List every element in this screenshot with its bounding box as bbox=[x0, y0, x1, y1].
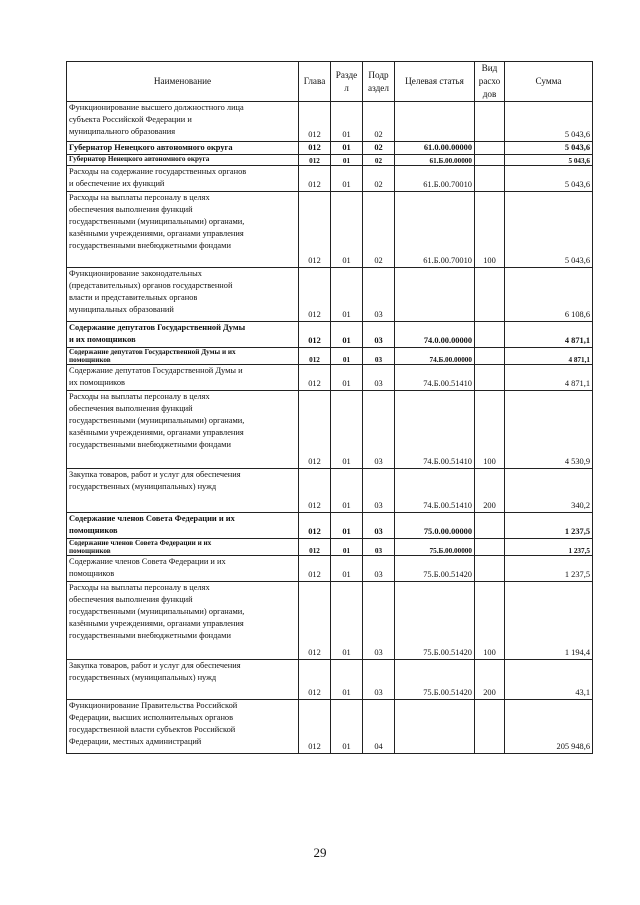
row-chapter-cell: 012 bbox=[299, 582, 331, 660]
row-section-cell: 01 bbox=[331, 142, 363, 155]
row-sum-cell: 340,2 bbox=[505, 469, 593, 513]
row-expense-type-cell bbox=[475, 348, 505, 365]
table-row bbox=[67, 268, 593, 322]
row-expense-type-cell bbox=[475, 513, 505, 539]
row-subsection-cell: 03 bbox=[363, 469, 395, 513]
table-row bbox=[67, 348, 593, 365]
row-subsection-cell: 03 bbox=[363, 322, 395, 348]
row-name-cell: Функционирование высшего должностного лица субъекта Российской Федерации и муниципального образования bbox=[67, 102, 299, 142]
table-row bbox=[67, 469, 593, 513]
row-subsection-cell: 02 bbox=[363, 142, 395, 155]
row-chapter-cell: 012 bbox=[299, 322, 331, 348]
row-expense-type-cell bbox=[475, 322, 505, 348]
row-section-cell: 01 bbox=[331, 513, 363, 539]
row-name-cell: Функционирование законодательных (представительных) органов государственной власти и представительных органов муниципальных образований bbox=[67, 268, 299, 322]
table-row bbox=[67, 192, 593, 268]
row-sum-cell: 205 948,6 bbox=[505, 700, 593, 754]
header-expense-type: Вид расхо дов bbox=[475, 62, 505, 102]
row-sum-cell: 4 871,1 bbox=[505, 348, 593, 365]
row-sum-cell: 1 237,5 bbox=[505, 513, 593, 539]
header-subsection: Подр аздел bbox=[363, 62, 395, 102]
row-sum-cell: 5 043,6 bbox=[505, 155, 593, 166]
row-name-cell: Губернатор Ненецкого автономного округа bbox=[67, 142, 299, 155]
row-subsection-cell: 02 bbox=[363, 166, 395, 192]
row-name-cell: Содержание депутатов Государственной Думы и их помощников bbox=[67, 365, 299, 391]
row-name-cell: Расходы на выплаты персоналу в целях обеспечения выполнения функций государственными (муниципальными) органами, казёнными учреждениями, органами управления государственными внебюджетными фондами bbox=[67, 391, 299, 469]
row-chapter-cell: 012 bbox=[299, 513, 331, 539]
row-target-cell bbox=[395, 102, 475, 142]
row-subsection-cell: 03 bbox=[363, 348, 395, 365]
row-subsection-cell: 03 bbox=[363, 513, 395, 539]
row-chapter-cell: 012 bbox=[299, 268, 331, 322]
row-name-cell: Расходы на выплаты персоналу в целях обеспечения выполнения функций государственными (муниципальными) органами, казёнными учреждениями, органами управления государственными внебюджетными фондами bbox=[67, 582, 299, 660]
row-section-cell: 01 bbox=[331, 365, 363, 391]
row-target-cell: 61.Б.00.70010 bbox=[395, 166, 475, 192]
row-target-cell: 74.Б.00.51410 bbox=[395, 391, 475, 469]
row-sum-cell: 6 108,6 bbox=[505, 268, 593, 322]
table-row bbox=[67, 539, 593, 556]
row-target-cell: 74.0.00.00000 bbox=[395, 322, 475, 348]
row-section-cell: 01 bbox=[331, 192, 363, 268]
table-row bbox=[67, 513, 593, 539]
row-target-cell: 61.Б.00.70010 bbox=[395, 192, 475, 268]
row-expense-type-cell: 100 bbox=[475, 582, 505, 660]
row-sum-cell: 5 043,6 bbox=[505, 192, 593, 268]
row-subsection-cell: 04 bbox=[363, 700, 395, 754]
header-chapter: Глава bbox=[299, 62, 331, 102]
row-chapter-cell: 012 bbox=[299, 700, 331, 754]
row-sum-cell: 4 871,1 bbox=[505, 365, 593, 391]
row-target-cell: 75.Б.00.51420 bbox=[395, 582, 475, 660]
row-section-cell: 01 bbox=[331, 102, 363, 142]
row-subsection-cell: 02 bbox=[363, 192, 395, 268]
row-name-cell: Закупка товаров, работ и услуг для обеспечения государственных (муниципальных) нужд bbox=[67, 660, 299, 700]
row-chapter-cell: 012 bbox=[299, 155, 331, 166]
row-expense-type-cell: 100 bbox=[475, 192, 505, 268]
row-target-cell: 74.Б.00.51410 bbox=[395, 469, 475, 513]
row-section-cell: 01 bbox=[331, 582, 363, 660]
table-row bbox=[67, 142, 593, 155]
row-chapter-cell: 012 bbox=[299, 391, 331, 469]
row-chapter-cell: 012 bbox=[299, 660, 331, 700]
row-section-cell: 01 bbox=[331, 166, 363, 192]
row-sum-cell: 4 530,9 bbox=[505, 391, 593, 469]
row-subsection-cell: 03 bbox=[363, 660, 395, 700]
row-name-cell: Содержание депутатов Государственной Думы и их помощников bbox=[67, 322, 299, 348]
row-chapter-cell: 012 bbox=[299, 556, 331, 582]
row-section-cell: 01 bbox=[331, 539, 363, 556]
row-subsection-cell: 03 bbox=[363, 556, 395, 582]
row-expense-type-cell bbox=[475, 268, 505, 322]
row-target-cell: 75.Б.00.00000 bbox=[395, 539, 475, 556]
row-name-cell: Губернатор Ненецкого автономного округа bbox=[67, 155, 299, 166]
row-subsection-cell: 02 bbox=[363, 102, 395, 142]
row-expense-type-cell bbox=[475, 166, 505, 192]
row-section-cell: 01 bbox=[331, 322, 363, 348]
table-row bbox=[67, 365, 593, 391]
table-row bbox=[67, 556, 593, 582]
row-section-cell: 01 bbox=[331, 268, 363, 322]
table-row bbox=[67, 322, 593, 348]
row-section-cell: 01 bbox=[331, 348, 363, 365]
row-subsection-cell: 03 bbox=[363, 365, 395, 391]
row-chapter-cell: 012 bbox=[299, 142, 331, 155]
row-subsection-cell: 03 bbox=[363, 391, 395, 469]
budget-table bbox=[66, 61, 593, 754]
row-subsection-cell: 03 bbox=[363, 539, 395, 556]
row-sum-cell: 5 043,6 bbox=[505, 102, 593, 142]
row-expense-type-cell bbox=[475, 539, 505, 556]
row-target-cell: 61.0.00.00000 bbox=[395, 142, 475, 155]
row-sum-cell: 1 237,5 bbox=[505, 556, 593, 582]
row-chapter-cell: 012 bbox=[299, 166, 331, 192]
row-expense-type-cell bbox=[475, 142, 505, 155]
row-chapter-cell: 012 bbox=[299, 102, 331, 142]
row-chapter-cell: 012 bbox=[299, 348, 331, 365]
row-name-cell: Содержание членов Совета Федерации и их помощников bbox=[67, 539, 299, 556]
row-section-cell: 01 bbox=[331, 155, 363, 166]
table-row bbox=[67, 391, 593, 469]
row-name-cell: Функционирование Правительства Российской Федерации, высших исполнительных органов государственной власти субъектов Российской Федерации, местных администраций bbox=[67, 700, 299, 754]
header-sum: Сумма bbox=[505, 62, 593, 102]
row-sum-cell: 4 871,1 bbox=[505, 322, 593, 348]
row-target-cell: 75.Б.00.51420 bbox=[395, 556, 475, 582]
table-row bbox=[67, 166, 593, 192]
table-row bbox=[67, 155, 593, 166]
row-target-cell bbox=[395, 268, 475, 322]
row-chapter-cell: 012 bbox=[299, 192, 331, 268]
row-sum-cell: 5 043,6 bbox=[505, 142, 593, 155]
row-expense-type-cell bbox=[475, 102, 505, 142]
row-chapter-cell: 012 bbox=[299, 539, 331, 556]
row-name-cell: Расходы на выплаты персоналу в целях обеспечения выполнения функций государственными (муниципальными) органами, казёнными учреждениями, органами управления государственными внебюджетными фондами bbox=[67, 192, 299, 268]
row-name-cell: Содержание членов Совета Федерации и их помощников bbox=[67, 513, 299, 539]
row-subsection-cell: 03 bbox=[363, 582, 395, 660]
row-expense-type-cell bbox=[475, 700, 505, 754]
row-section-cell: 01 bbox=[331, 556, 363, 582]
row-expense-type-cell: 200 bbox=[475, 469, 505, 513]
header-target: Целевая статья bbox=[395, 62, 475, 102]
row-sum-cell: 1 194,4 bbox=[505, 582, 593, 660]
row-expense-type-cell bbox=[475, 155, 505, 166]
row-target-cell: 75.0.00.00000 bbox=[395, 513, 475, 539]
row-subsection-cell: 03 bbox=[363, 268, 395, 322]
row-expense-type-cell bbox=[475, 365, 505, 391]
row-name-cell: Закупка товаров, работ и услуг для обеспечения государственных (муниципальных) нужд bbox=[67, 469, 299, 513]
table-header-row bbox=[67, 62, 593, 102]
row-name-cell: Содержание членов Совета Федерации и их помощников bbox=[67, 556, 299, 582]
row-expense-type-cell: 200 bbox=[475, 660, 505, 700]
table-row bbox=[67, 660, 593, 700]
row-target-cell: 74.Б.00.51410 bbox=[395, 365, 475, 391]
row-target-cell bbox=[395, 700, 475, 754]
page-number: 29 bbox=[313, 845, 327, 860]
row-name-cell: Расходы на содержание государственных органов и обеспечение их функций bbox=[67, 166, 299, 192]
row-expense-type-cell: 100 bbox=[475, 391, 505, 469]
table-row bbox=[67, 700, 593, 754]
row-target-cell: 61.Б.00.00000 bbox=[395, 155, 475, 166]
row-sum-cell: 1 237,5 bbox=[505, 539, 593, 556]
header-name: Наименование bbox=[67, 62, 299, 102]
row-target-cell: 75.Б.00.51420 bbox=[395, 660, 475, 700]
row-expense-type-cell bbox=[475, 556, 505, 582]
table-row bbox=[67, 582, 593, 660]
row-section-cell: 01 bbox=[331, 700, 363, 754]
table-body bbox=[67, 102, 593, 754]
row-subsection-cell: 02 bbox=[363, 155, 395, 166]
row-chapter-cell: 012 bbox=[299, 365, 331, 391]
row-sum-cell: 43,1 bbox=[505, 660, 593, 700]
row-sum-cell: 5 043,6 bbox=[505, 166, 593, 192]
row-section-cell: 01 bbox=[331, 469, 363, 513]
row-name-cell: Содержание депутатов Государственной Думы и их помощников bbox=[67, 348, 299, 365]
row-section-cell: 01 bbox=[331, 391, 363, 469]
table-row bbox=[67, 102, 593, 142]
header-section: Разде л bbox=[331, 62, 363, 102]
row-chapter-cell: 012 bbox=[299, 469, 331, 513]
row-section-cell: 01 bbox=[331, 660, 363, 700]
row-target-cell: 74.Б.00.00000 bbox=[395, 348, 475, 365]
